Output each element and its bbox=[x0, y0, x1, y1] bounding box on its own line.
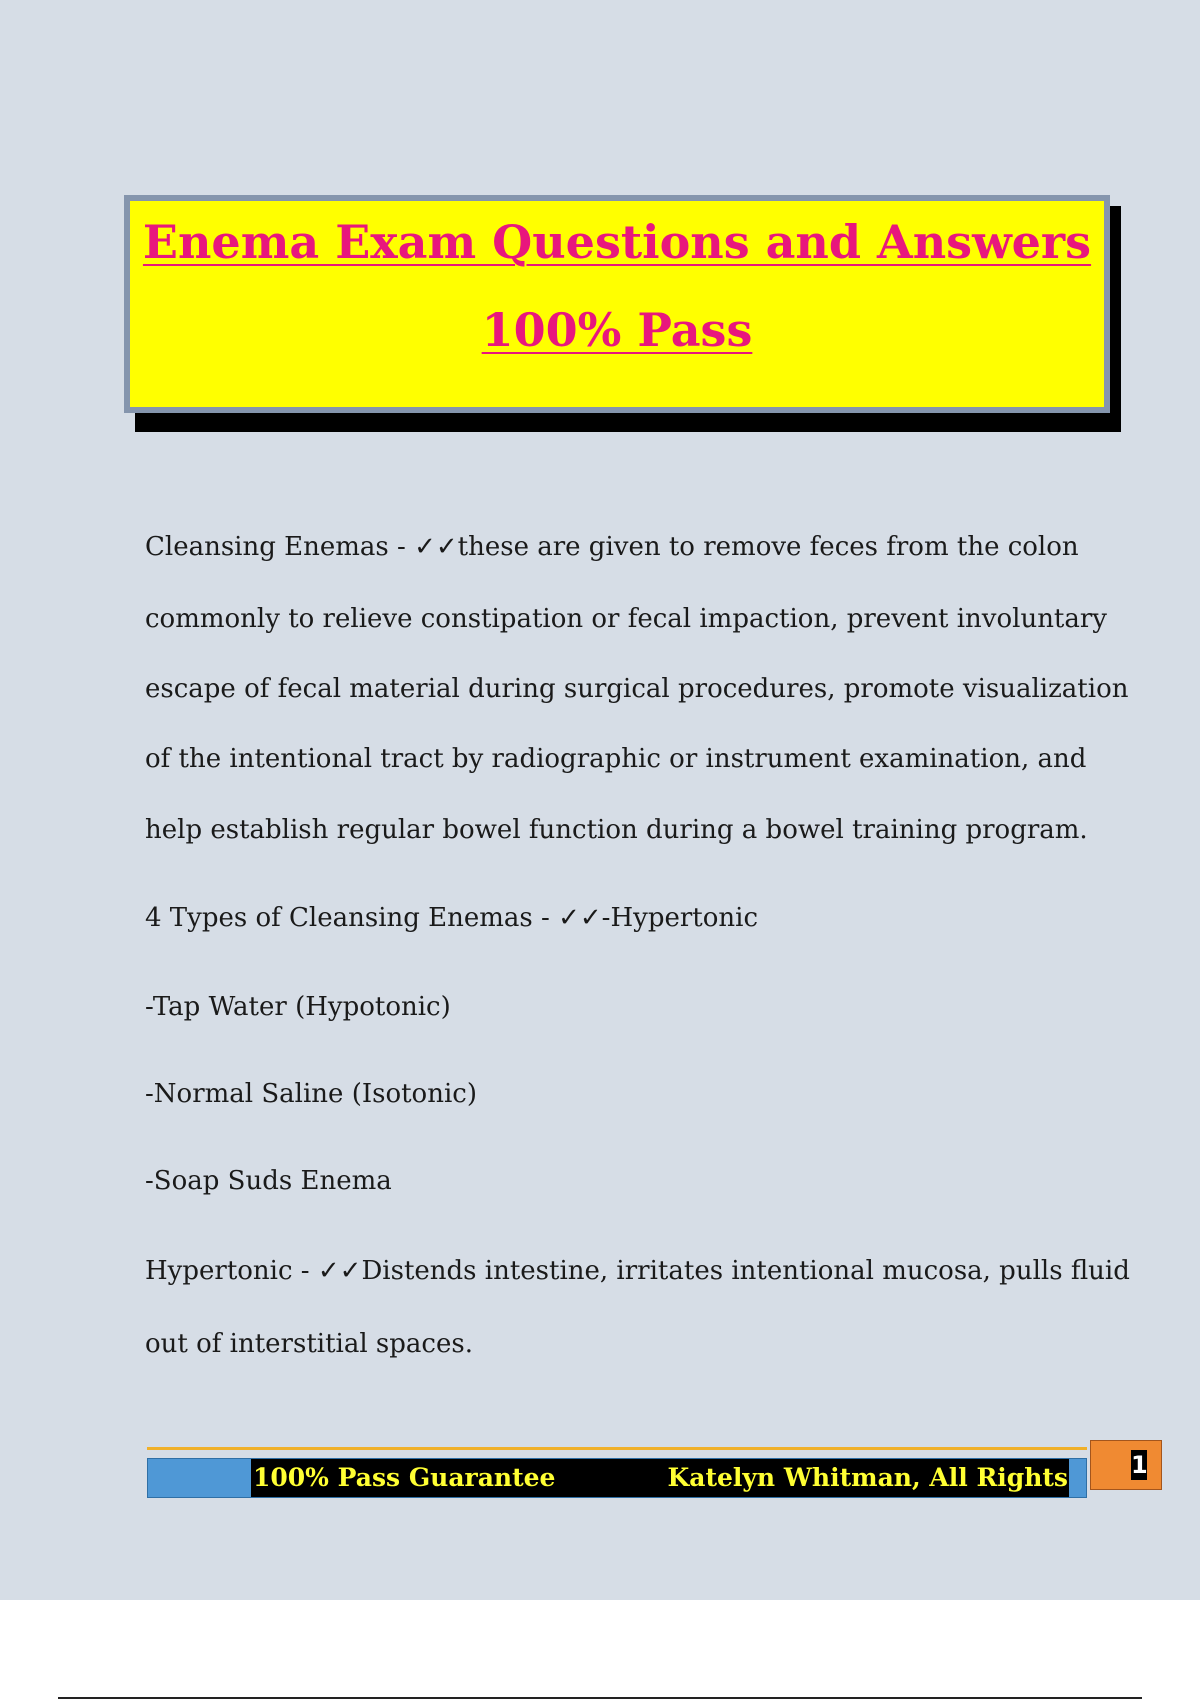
footer-copyright-text: Katelyn Whitman, All Rights bbox=[667, 1463, 1068, 1492]
body-line-1 bbox=[145, 532, 1085, 562]
answer-text: -Hypertonic bbox=[601, 903, 759, 933]
footer-divider bbox=[147, 1447, 1087, 1450]
bottom-divider bbox=[58, 1697, 1142, 1699]
body-line-7: -Tap Water (Hypotonic) bbox=[145, 992, 451, 1022]
term-label: Hypertonic - bbox=[145, 1256, 318, 1286]
footer-guarantee-text: 100% Pass Guarantee bbox=[253, 1463, 556, 1492]
double-check-icon: ✓✓ bbox=[317, 1256, 362, 1286]
title-line-1: Enema Exam Questions and Answers bbox=[142, 215, 1092, 269]
page-number-box bbox=[1090, 1440, 1162, 1490]
double-check-icon: ✓✓ bbox=[558, 903, 602, 933]
term-label: Cleansing Enemas - bbox=[145, 532, 415, 562]
term-label: 4 Types of Cleansing Enemas - bbox=[145, 903, 559, 933]
body-line-6 bbox=[145, 903, 1085, 933]
body-line-8: -Normal Saline (Isotonic) bbox=[145, 1079, 477, 1109]
answer-text: Distends intestine, irritates intentional mucosa, pulls fluid bbox=[361, 1256, 1130, 1286]
body-line-2: commonly to relieve constipation or fecal impaction, prevent involuntary bbox=[145, 604, 1107, 634]
body-line-10 bbox=[145, 1256, 1130, 1286]
page-number: 1 bbox=[1131, 1451, 1148, 1479]
body-line-5: help establish regular bowel function during a bowel training program. bbox=[145, 815, 1088, 845]
body-line-4: of the intentional tract by radiographic or instrument examination, and bbox=[145, 744, 1087, 774]
footer-bar bbox=[147, 1458, 1087, 1498]
answer-text: these are given to remove feces from the colon bbox=[457, 532, 1079, 562]
body-line-9: -Soap Suds Enema bbox=[145, 1166, 392, 1196]
title-line-2: 100% Pass bbox=[481, 303, 753, 357]
title-box bbox=[124, 195, 1110, 413]
body-line-3: escape of fecal material during surgical procedures, promote visualization bbox=[145, 674, 1129, 704]
double-check-icon: ✓✓ bbox=[414, 532, 458, 562]
body-line-11: out of interstitial spaces. bbox=[145, 1329, 473, 1359]
